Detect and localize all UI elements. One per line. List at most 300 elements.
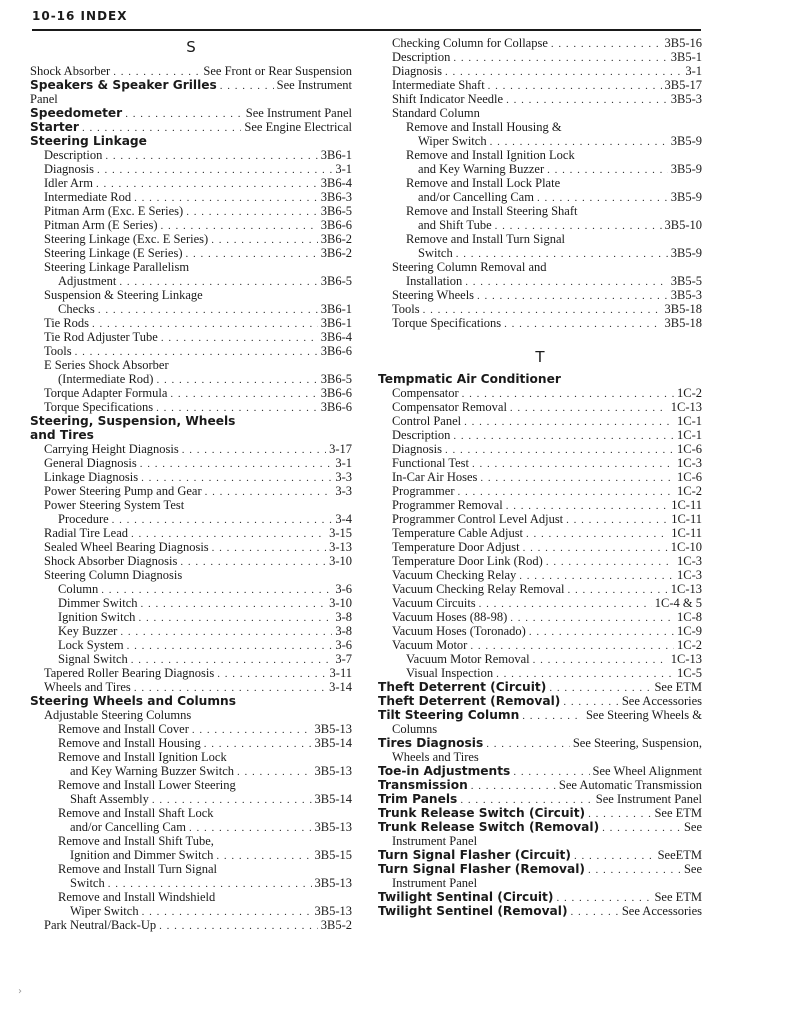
dot-leader — [464, 415, 674, 429]
entry-label: Radial Tire Lead — [44, 526, 129, 540]
dot-leader — [480, 471, 674, 485]
entry-label: Tools — [392, 302, 420, 316]
dot-leader — [510, 611, 674, 625]
entry-page-ref: See Wheel Alignment — [592, 764, 702, 778]
left-index-entry — [30, 92, 352, 106]
entry-label: Diagnosis — [392, 442, 442, 456]
entry-label: Torque Adapter Formula — [44, 386, 168, 400]
dot-leader — [566, 513, 668, 527]
dot-leader — [141, 597, 327, 611]
entry-label: Intermediate Rod — [44, 190, 132, 204]
entry-label: Trunk Release Switch (Circuit) — [378, 806, 586, 820]
right-index-entry — [378, 834, 702, 848]
entry-page-ref: 3B6-1 — [320, 148, 352, 162]
left-index-entry — [30, 764, 352, 778]
entry-label: Remove and Install Turn Signal — [406, 232, 566, 246]
dot-leader — [138, 611, 332, 625]
left-index-entry — [30, 484, 352, 498]
entry-page-ref: 3B5-9 — [670, 162, 702, 176]
dot-leader — [568, 583, 668, 597]
entry-page-ref: 3B6-6 — [320, 218, 352, 232]
entry-page-ref: 3B6-6 — [320, 386, 352, 400]
dot-leader — [546, 555, 674, 569]
entry-label: Steering Wheels and Columns — [30, 694, 236, 708]
right-index-entry — [378, 876, 702, 890]
right-index-entry — [378, 288, 702, 302]
dot-leader — [470, 639, 674, 653]
entry-page-ref: 3B5-3 — [670, 288, 702, 302]
entry-page-ref: SeeETM — [657, 848, 702, 862]
right-index-entry — [378, 862, 702, 876]
left-index-list — [30, 64, 352, 932]
right-column — [378, 36, 702, 918]
right-index-entry — [378, 386, 702, 400]
right-index-entry — [378, 204, 702, 218]
entry-label: Vacuum Hoses (Toronado) — [392, 624, 526, 638]
entry-page-ref: 3-17 — [329, 442, 352, 456]
dot-leader — [445, 65, 682, 79]
entry-label: Tie Rods — [44, 316, 90, 330]
entry-page-ref: 3B5-1 — [670, 50, 702, 64]
entry-label: Adjustable Steering Columns — [44, 708, 192, 722]
entry-page-ref: 1C-2 — [677, 484, 702, 498]
entry-label: Steering Wheels — [392, 288, 475, 302]
dot-leader — [141, 471, 332, 485]
entry-label: Temperature Door Link (Rod) — [392, 554, 543, 568]
left-index-entry — [30, 666, 352, 680]
entry-label: Carrying Height Diagnosis — [44, 442, 179, 456]
dot-leader — [547, 163, 668, 177]
entry-page-ref: 1C-2 — [677, 638, 702, 652]
entry-label: Speakers & Speaker Grilles — [30, 78, 217, 92]
entry-label: General Diagnosis — [44, 456, 137, 470]
right-index-entry — [378, 554, 702, 568]
left-index-entry — [30, 78, 352, 92]
right-index-entry — [378, 722, 702, 736]
dot-leader — [189, 821, 312, 835]
right-index-entry — [378, 120, 702, 134]
left-index-entry — [30, 876, 352, 890]
dot-leader — [522, 709, 583, 723]
entry-page-ref: 3B6-3 — [320, 190, 352, 204]
entry-label: Starter — [30, 120, 79, 134]
right-index-list-steering — [378, 36, 702, 330]
entry-label: Key Buzzer — [58, 624, 118, 638]
dot-leader — [556, 891, 651, 905]
dot-leader — [472, 457, 674, 471]
entry-label: Procedure — [58, 512, 109, 526]
entry-page-ref: See Engine Electrical — [244, 120, 352, 134]
entry-page-ref: 1C-11 — [671, 526, 702, 540]
left-index-entry — [30, 106, 352, 120]
dot-leader — [496, 667, 674, 681]
entry-label: Wiper Switch — [70, 904, 139, 918]
entry-label: Remove and Install Ignition Lock — [406, 148, 575, 162]
entry-page-ref: 1C-5 — [677, 666, 702, 680]
right-index-entry — [378, 890, 702, 904]
dot-leader — [112, 513, 333, 527]
dot-leader — [523, 541, 668, 555]
entry-label: Shock Absorber Diagnosis — [44, 554, 178, 568]
section-letter-s: S — [186, 38, 196, 56]
entry-page-ref: 3B5-5 — [670, 274, 702, 288]
right-index-entry — [378, 904, 702, 918]
left-index-entry — [30, 638, 352, 652]
left-index-entry — [30, 330, 352, 344]
entry-label: Shock Absorber — [30, 64, 111, 78]
dot-leader — [456, 247, 668, 261]
dot-leader — [82, 121, 241, 135]
entry-label: Remove and Install Housing & — [406, 120, 562, 134]
left-index-entry — [30, 512, 352, 526]
right-index-entry — [378, 764, 702, 778]
entry-page-ref: See ETM — [654, 680, 702, 694]
entry-label: Compensator — [392, 386, 459, 400]
right-index-entry — [378, 428, 702, 442]
entry-label: Turn Signal Flasher (Circuit) — [378, 848, 571, 862]
entry-label: Description — [392, 50, 451, 64]
entry-label: Torque Specifications — [44, 400, 154, 414]
entry-label: Programmer Removal — [392, 498, 503, 512]
entry-label: Switch — [70, 876, 105, 890]
left-index-entry — [30, 260, 352, 274]
entry-page-ref: 1C-9 — [677, 624, 702, 638]
entry-label: and/or Cancelling Cam — [70, 820, 186, 834]
entry-label: Transmission — [378, 778, 468, 792]
dot-leader — [504, 317, 661, 331]
left-index-entry — [30, 400, 352, 414]
entry-page-ref: 3-1 — [335, 162, 352, 176]
entry-page-ref: 1C-11 — [671, 512, 702, 526]
right-index-entry — [378, 484, 702, 498]
right-index-entry — [378, 470, 702, 484]
entry-page-ref: 3-3 — [335, 470, 352, 484]
entry-label: Vacuum Hoses (88-98) — [392, 610, 508, 624]
entry-label: E Series Shock Absorber — [44, 358, 169, 372]
entry-page-ref: 3B5-9 — [670, 190, 702, 204]
entry-page-ref: See Accessories — [621, 694, 702, 708]
entry-page-ref: 3-13 — [329, 540, 352, 554]
dot-leader — [182, 443, 326, 457]
right-index-entry — [378, 50, 702, 64]
entry-label: Linkage Diagnosis — [44, 470, 139, 484]
left-index-entry — [30, 680, 352, 694]
right-index-entry — [378, 316, 702, 330]
entry-label: Diagnosis — [44, 162, 94, 176]
left-column — [30, 36, 352, 932]
entry-label: Twilight Sentinal (Circuit) — [378, 890, 554, 904]
left-index-entry — [30, 470, 352, 484]
entry-page-ref: See Automatic Transmission — [558, 778, 702, 792]
right-index-entry — [378, 302, 702, 316]
dot-leader — [101, 583, 332, 597]
right-index-entry — [378, 92, 702, 106]
dot-leader — [98, 303, 318, 317]
entry-label: Temperature Door Adjust — [392, 540, 520, 554]
dot-leader — [453, 51, 667, 65]
right-index-entry — [378, 162, 702, 176]
entry-page-ref: 3-15 — [329, 526, 352, 540]
left-index-entry — [30, 862, 352, 876]
left-index-entry — [30, 358, 352, 372]
left-index-entry — [30, 568, 352, 582]
dot-leader — [533, 653, 668, 667]
entry-page-ref: 3B6-4 — [320, 176, 352, 190]
entry-label: Toe-in Adjustments — [378, 764, 511, 778]
entry-page-ref: 1C-3 — [677, 456, 702, 470]
left-index-entry — [30, 316, 352, 330]
entry-label: Remove and Install Shaft Lock — [58, 806, 214, 820]
right-index-entry — [378, 372, 702, 386]
entry-label: Columns — [392, 722, 438, 736]
dot-leader — [453, 429, 674, 443]
entry-label: Shift Indicator Needle — [392, 92, 504, 106]
entry-page-ref: 3B5-18 — [664, 316, 702, 330]
entry-label: Standard Column — [392, 106, 480, 120]
entry-label: (Intermediate Rod) — [58, 372, 154, 386]
right-index-entry — [378, 134, 702, 148]
corner-mark: › — [18, 986, 22, 997]
left-index-entry — [30, 918, 352, 932]
entry-page-ref: 3-1 — [335, 456, 352, 470]
entry-label: Tools — [44, 344, 72, 358]
dot-leader — [119, 275, 317, 289]
left-index-entry — [30, 624, 352, 638]
dot-leader — [120, 625, 332, 639]
right-index-entry — [378, 232, 702, 246]
right-index-entry — [378, 638, 702, 652]
entry-label: Steering Linkage (Exc. E Series) — [44, 232, 209, 246]
left-index-entry — [30, 498, 352, 512]
entry-page-ref: See Accessories — [621, 904, 702, 918]
entry-label: Twilight Sentinel (Removal) — [378, 904, 568, 918]
entry-label: Vacuum Motor Removal — [406, 652, 530, 666]
right-index-entry — [378, 680, 702, 694]
dot-leader — [192, 723, 312, 737]
entry-page-ref: 3B6-2 — [320, 246, 352, 260]
dot-leader — [217, 667, 326, 681]
entry-page-ref: 1C-2 — [677, 386, 702, 400]
entry-label: Vacuum Checking Relay — [392, 568, 517, 582]
entry-label: Idler Arm — [44, 176, 93, 190]
left-index-entry — [30, 120, 352, 134]
right-index-entry — [378, 246, 702, 260]
left-index-entry — [30, 442, 352, 456]
entry-page-ref: 1C-11 — [671, 498, 702, 512]
dot-leader — [127, 639, 333, 653]
dot-leader — [105, 149, 317, 163]
left-index-entry — [30, 302, 352, 316]
dot-leader — [156, 401, 318, 415]
entry-page-ref: 3-1 — [685, 64, 702, 78]
entry-label: Wiper Switch — [418, 134, 487, 148]
entry-page-ref: 1C-10 — [670, 540, 702, 554]
entry-page-ref: 3-6 — [335, 582, 352, 596]
entry-label: Panel — [30, 92, 58, 106]
left-index-entry — [30, 162, 352, 176]
dot-leader — [134, 681, 326, 695]
dot-leader — [186, 247, 318, 261]
entry-label: Description — [44, 148, 103, 162]
dot-leader — [161, 219, 318, 233]
left-index-entry — [30, 820, 352, 834]
left-index-entry — [30, 722, 352, 736]
right-index-entry — [378, 400, 702, 414]
entry-label: Control Panel — [392, 414, 462, 428]
entry-page-ref: See Instrument Panel — [595, 792, 702, 806]
entry-label: Torque Specifications — [392, 316, 502, 330]
right-index-entry — [378, 260, 702, 274]
right-index-entry — [378, 596, 702, 610]
entry-page-ref: 3-3 — [335, 484, 352, 498]
dot-leader — [204, 737, 312, 751]
entry-label: Remove and Install Housing — [58, 736, 201, 750]
entry-label: Dimmer Switch — [58, 596, 138, 610]
left-index-entry — [30, 848, 352, 862]
left-index-entry — [30, 890, 352, 904]
right-index-entry — [378, 106, 702, 120]
right-index-entry — [378, 36, 702, 50]
entry-label: Power Steering Pump and Gear — [44, 484, 202, 498]
entry-page-ref: See Steering Wheels & — [585, 708, 702, 722]
entry-page-ref: 3-6 — [335, 638, 352, 652]
left-index-entry — [30, 750, 352, 764]
dot-leader — [529, 625, 674, 639]
entry-page-ref: 1C-13 — [670, 400, 702, 414]
entry-label: Installation — [406, 274, 463, 288]
entry-label: Visual Inspection — [406, 666, 494, 680]
right-index-entry — [378, 792, 702, 806]
right-index-entry — [378, 610, 702, 624]
left-index-entry — [30, 736, 352, 750]
dot-leader — [457, 485, 674, 499]
dot-leader — [445, 443, 674, 457]
left-index-entry — [30, 344, 352, 358]
right-index-entry — [378, 652, 702, 666]
right-index-entry — [378, 274, 702, 288]
entry-page-ref: 3B6-4 — [320, 330, 352, 344]
entry-page-ref: 3-10 — [329, 596, 352, 610]
left-index-entry — [30, 176, 352, 190]
left-index-entry — [30, 806, 352, 820]
left-index-entry — [30, 708, 352, 722]
left-index-entry — [30, 64, 352, 78]
entry-page-ref: See ETM — [654, 890, 702, 904]
right-index-entry — [378, 78, 702, 92]
entry-label: Remove and Install Ignition Lock — [58, 750, 227, 764]
entry-page-ref: 3B5-17 — [664, 78, 702, 92]
entry-page-ref: 1C-3 — [677, 554, 702, 568]
left-index-entry — [30, 792, 352, 806]
entry-page-ref: 3B6-5 — [320, 372, 352, 386]
entry-label: Tie Rod Adjuster Tube — [44, 330, 158, 344]
right-index-entry — [378, 456, 702, 470]
entry-label: Trunk Release Switch (Removal) — [378, 820, 600, 834]
dot-leader — [142, 905, 312, 919]
right-index-entry — [378, 848, 702, 862]
left-index-entry — [30, 218, 352, 232]
entry-label: Pitman Arm (E Series) — [44, 218, 158, 232]
entry-label: In-Car Air Hoses — [392, 470, 478, 484]
right-index-entry — [378, 148, 702, 162]
dot-leader — [125, 107, 243, 121]
entry-label: Remove and Install Lower Steering — [58, 778, 236, 792]
dot-leader — [526, 527, 668, 541]
entry-label: Temperature Cable Adjust — [392, 526, 524, 540]
left-index-entry — [30, 386, 352, 400]
entry-page-ref: 1C-4 & 5 — [654, 596, 702, 610]
entry-label: Wheels and Tires — [44, 680, 131, 694]
entry-label: Compensator Removal — [392, 400, 507, 414]
entry-page-ref: 3-11 — [329, 666, 352, 680]
entry-page-ref: 3B5-13 — [314, 764, 352, 778]
dot-leader — [92, 317, 318, 331]
entry-label: Adjustment — [58, 274, 117, 288]
left-index-entry — [30, 134, 352, 148]
entry-page-ref: 1C-6 — [677, 470, 702, 484]
entry-label: Vacuum Circuits — [392, 596, 476, 610]
dot-leader — [602, 821, 681, 835]
entry-page-ref: See — [683, 820, 702, 834]
entry-page-ref: 3-14 — [329, 680, 352, 694]
entry-page-ref: 1C-1 — [677, 428, 702, 442]
right-index-entry — [378, 526, 702, 540]
left-index-entry — [30, 582, 352, 596]
entry-page-ref: 3B5-13 — [314, 876, 352, 890]
right-index-entry — [378, 190, 702, 204]
dot-leader — [486, 737, 570, 751]
dot-leader — [140, 457, 333, 471]
entry-label: Wheels and Tires — [392, 750, 479, 764]
entry-page-ref: 3B5-14 — [314, 792, 352, 806]
entry-page-ref: 3B5-13 — [314, 820, 352, 834]
entry-label: Remove and Install Windshield — [58, 890, 216, 904]
dot-leader — [510, 401, 668, 415]
entry-label: Turn Signal Flasher (Removal) — [378, 862, 585, 876]
entry-page-ref: 3-7 — [335, 652, 352, 666]
entry-page-ref: 3-8 — [335, 624, 352, 638]
dot-leader — [161, 331, 318, 345]
entry-page-ref: 1C-3 — [677, 568, 702, 582]
entry-label: Steering Column Removal and — [392, 260, 547, 274]
entry-page-ref: See Steering, Suspension, — [572, 736, 702, 750]
entry-label: Steering, Suspension, Wheels — [30, 414, 236, 428]
left-index-entry — [30, 246, 352, 260]
entry-label: Trim Panels — [378, 792, 458, 806]
dot-leader — [495, 219, 662, 233]
entry-page-ref: 3-10 — [329, 554, 352, 568]
entry-label: and Shift Tube — [418, 218, 492, 232]
dot-leader — [462, 387, 674, 401]
left-index-entry — [30, 204, 352, 218]
left-index-entry — [30, 540, 352, 554]
dot-leader — [490, 135, 668, 149]
right-index-entry — [378, 806, 702, 820]
right-index-entry — [378, 176, 702, 190]
entry-label: Tires Diagnosis — [378, 736, 484, 750]
right-index-list-t — [378, 372, 702, 918]
left-index-entry — [30, 778, 352, 792]
dot-leader — [170, 387, 317, 401]
entry-label: and Tires — [30, 428, 94, 442]
entry-label: Pitman Arm (Exc. E Series) — [44, 204, 184, 218]
right-index-entry — [378, 666, 702, 680]
dot-leader — [156, 373, 317, 387]
dot-leader — [220, 79, 274, 93]
dot-leader — [588, 863, 681, 877]
entry-page-ref: 3B6-2 — [320, 232, 352, 246]
right-index-entry — [378, 778, 702, 792]
